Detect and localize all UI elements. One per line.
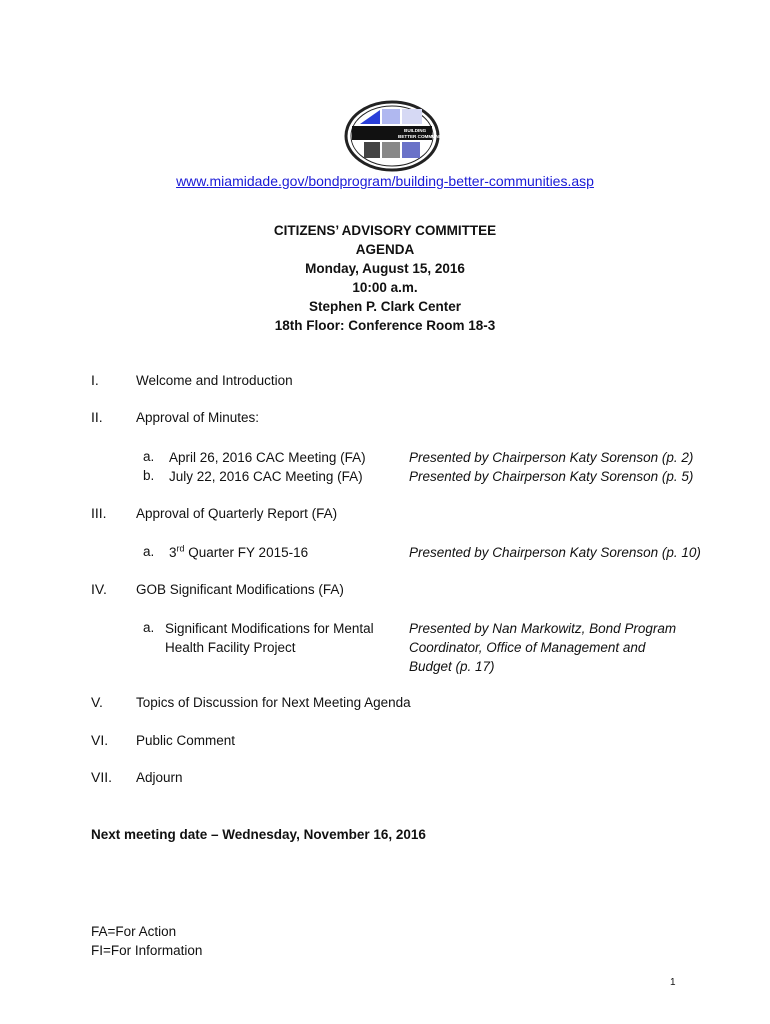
page-number: 1 — [670, 977, 676, 988]
subitem-text-line: Health Facility Project — [165, 640, 296, 655]
agenda-item-title: Approval of Quarterly Report (FA) — [136, 506, 338, 521]
quarter-text: Quarter FY 2015-16 — [184, 545, 309, 560]
subitem-text-line: Significant Modifications for Mental — [165, 621, 374, 636]
committee-title: CITIZENS’ ADVISORY COMMITTEE — [273, 223, 497, 238]
subitem-presenter: Presented by Chairperson Katy Sorenson (p. 2) — [409, 450, 694, 465]
program-url-link[interactable]: www.miamidade.gov/bondprogram/building-better-communities.asp — [176, 173, 594, 189]
meeting-header — [0, 221, 770, 335]
subitem-letter: a. — [143, 544, 155, 559]
subitem-text: July 22, 2016 CAC Meeting (FA) — [169, 469, 363, 484]
abbreviation-legend — [91, 922, 202, 960]
agenda-item-title: Adjourn — [136, 770, 183, 785]
subitem-text: April 26, 2016 CAC Meeting (FA) — [169, 450, 366, 465]
agenda-numeral: V. — [91, 694, 103, 710]
svg-text:BUILDING: BUILDING — [404, 128, 427, 133]
subitem-letter: a. — [143, 449, 155, 464]
agenda-item-title: Approval of Minutes: — [136, 410, 260, 425]
presenter-line: Coordinator, Office of Management and — [409, 640, 646, 655]
agenda-item-title: GOB Significant Modifications (FA) — [136, 582, 344, 597]
building-better-communities-logo — [344, 100, 451, 172]
meeting-date: Monday, August 15, 2016 — [305, 261, 465, 276]
legend-fa: FA=For Action — [91, 924, 177, 939]
presenter-line: Budget (p. 17) — [409, 659, 495, 674]
quarter-ordinal: 3 — [169, 545, 177, 560]
subitem-letter: b. — [143, 468, 155, 483]
agenda-numeral: IV. — [91, 581, 107, 597]
agenda-numeral: III. — [91, 505, 107, 521]
agenda-numeral: I. — [91, 372, 99, 388]
meeting-room: 18th Floor: Conference Room 18-3 — [274, 318, 496, 333]
agenda-numeral: VI. — [91, 732, 109, 748]
agenda-item-title: Topics of Discussion for Next Meeting Agenda — [136, 695, 411, 710]
legend-fi: FI=For Information — [91, 943, 203, 958]
subitem-text — [169, 543, 308, 562]
agenda-item-title: Welcome and Introduction — [136, 373, 293, 388]
ordinal-suffix: rd — [176, 543, 185, 554]
subitem-letter: a. — [143, 620, 155, 635]
agenda-item-title: Public Comment — [136, 733, 236, 748]
meeting-venue: Stephen P. Clark Center — [308, 299, 462, 314]
agenda-numeral: VII. — [91, 769, 113, 785]
document-type: AGENDA — [355, 242, 415, 257]
agenda-numeral: II. — [91, 409, 103, 425]
subitem-presenter: Presented by Chairperson Katy Sorenson (p. 10) — [409, 545, 701, 560]
meeting-time: 10:00 a.m. — [352, 280, 418, 295]
subitem-text — [165, 619, 374, 657]
presenter-line: Presented by Nan Markowitz, Bond Program — [409, 621, 677, 636]
next-meeting-date: Next meeting date – Wednesday, November 16, 2016 — [91, 827, 426, 842]
subitem-presenter — [409, 619, 676, 676]
svg-text:BETTER COMMUNITIES: BETTER COMMUNITIES — [398, 134, 451, 139]
subitem-presenter: Presented by Chairperson Katy Sorenson (p. 5) — [409, 469, 694, 484]
